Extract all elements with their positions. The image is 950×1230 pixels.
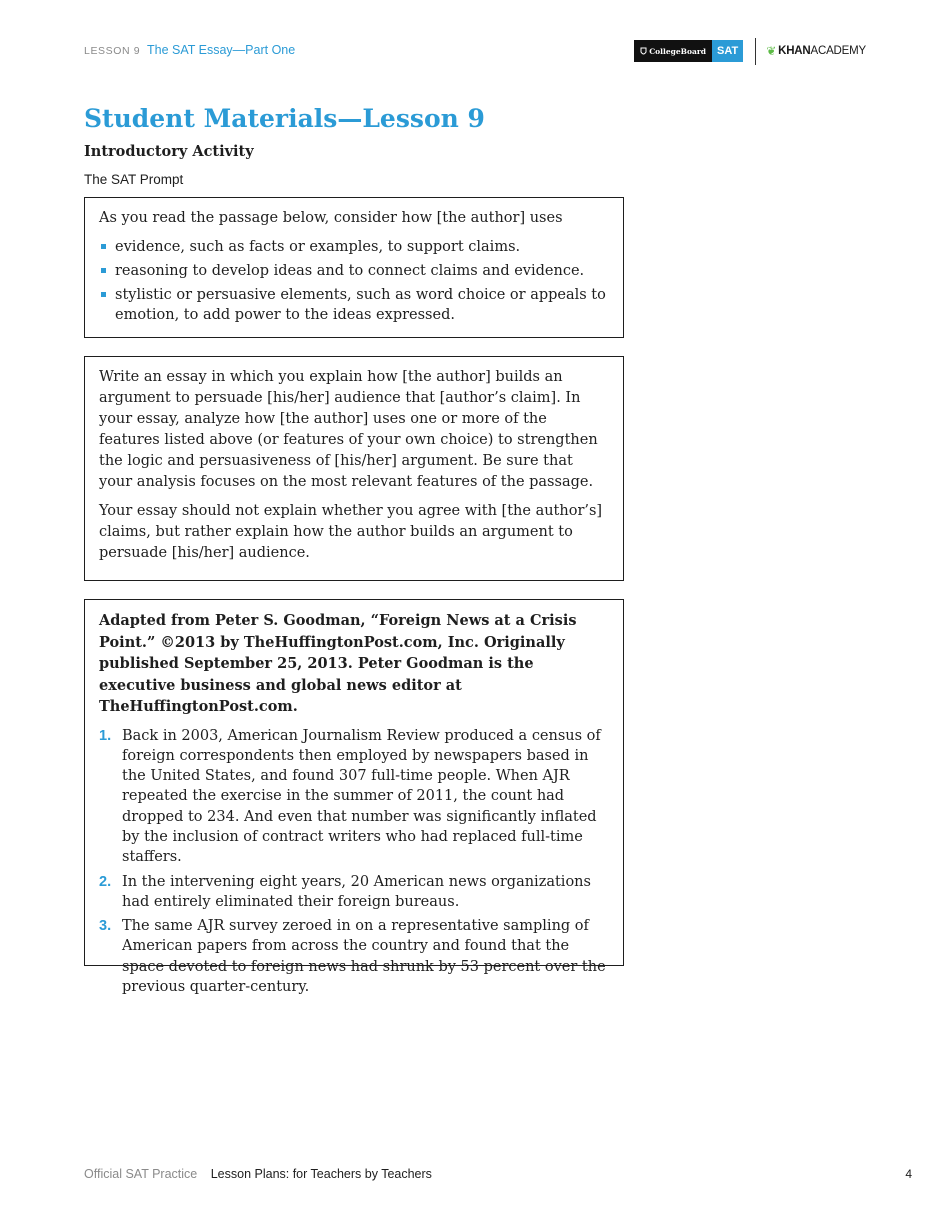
passage-box: [84, 599, 624, 996]
prompt-label: The SAT Prompt: [84, 172, 184, 187]
collegeboard-logo: [634, 40, 712, 62]
khan-academy-logo: [766, 44, 866, 58]
paragraph-number: 3.: [99, 918, 112, 935]
list-item: evidence, such as facts or examples, to support claims.: [99, 237, 609, 257]
bullet-square-icon: [101, 268, 106, 273]
footer-brand: Official SAT Practice: [84, 1167, 198, 1181]
lesson-title: The SAT Essay—Part One: [147, 43, 296, 57]
essay-task-box: [84, 356, 624, 581]
section-subhead: Introductory Activity: [84, 143, 254, 160]
task-paragraph: Your essay should not explain whether you agree with [the author’s] claims, but rather explain how the author builds an argument to persuade [his/her] audience.: [99, 503, 603, 561]
list-item: 1. Back in 2003, American Journalism Review produced a census of foreign correspondents then employed by newspapers based in the United States, and found 307 full-time people. When AJR repeated the exercise in the summer of 2011, the count had dropped to 234. And even that number was significantly inflated by the inclusion of contract writers who had replaced full-time staffers.: [99, 727, 601, 866]
list-item: reasoning to develop ideas and to connect claims and evidence.: [99, 261, 609, 281]
khan-logo-rest: ACADEMY: [810, 45, 866, 57]
guidance-intro: As you read the passage below, consider how [the author] uses: [99, 210, 563, 226]
collegeboard-text: CollegeBoard: [649, 46, 707, 56]
paragraph-number: 2.: [99, 873, 112, 890]
page-number: 4: [905, 1167, 912, 1181]
khan-logo-bold: KHAN: [778, 45, 811, 57]
collegeboard-sat-logo: [634, 40, 743, 62]
lesson-label: LESSON 9: [84, 45, 141, 57]
acorn-icon: [640, 47, 647, 56]
page-title: Student Materials—Lesson 9: [84, 104, 485, 133]
list-item: 3. The same AJR survey zeroed in on a representative sampling of American papers from across the country and found that the space devoted to foreign news had shrunk by 53 percent over the previous quarter-century.: [99, 918, 606, 996]
bullet-square-icon: [101, 244, 106, 249]
task-paragraph: Write an essay in which you explain how [the author] builds an argument to persuade [his/her] audience that [author’s claim]. In your essay, analyze how [the author] uses one or more of the features listed above (or features of your own choice) to strengthen the logic and persuasiveness of [his/her] argument. Be sure that your analysis focuses on the most relevant features of the passage.: [99, 369, 598, 490]
logos: [634, 38, 866, 64]
paragraph-number: 1.: [99, 727, 112, 744]
reading-guidance-box: [84, 197, 624, 338]
leaf-icon: ❦: [766, 44, 777, 58]
logo-divider: [755, 38, 756, 65]
sat-logo: SAT: [712, 40, 743, 62]
list-item: stylistic or persuasive elements, such as word choice or appeals to emotion, to add power to the ideas expressed.: [99, 285, 609, 325]
passage-source-citation: Adapted from Peter S. Goodman, “Foreign News at a Crisis Point.” ©2013 by TheHuffingtonPost.com, Inc. Originally published September 25, 2013. Peter Goodman is the executive business and global news editor at TheHuffingtonPost.com.: [99, 612, 577, 715]
guidance-bullet-list: [99, 237, 609, 325]
bullet-square-icon: [101, 292, 106, 297]
passage-numbered-list: [99, 726, 609, 998]
page-header: [84, 40, 866, 70]
list-item: 2. In the intervening eight years, 20 American news organizations had entirely eliminated their foreign bureaus.: [99, 873, 591, 910]
footer-title: Lesson Plans: for Teachers by Teachers: [210, 1167, 432, 1181]
page-footer: [84, 1167, 912, 1181]
